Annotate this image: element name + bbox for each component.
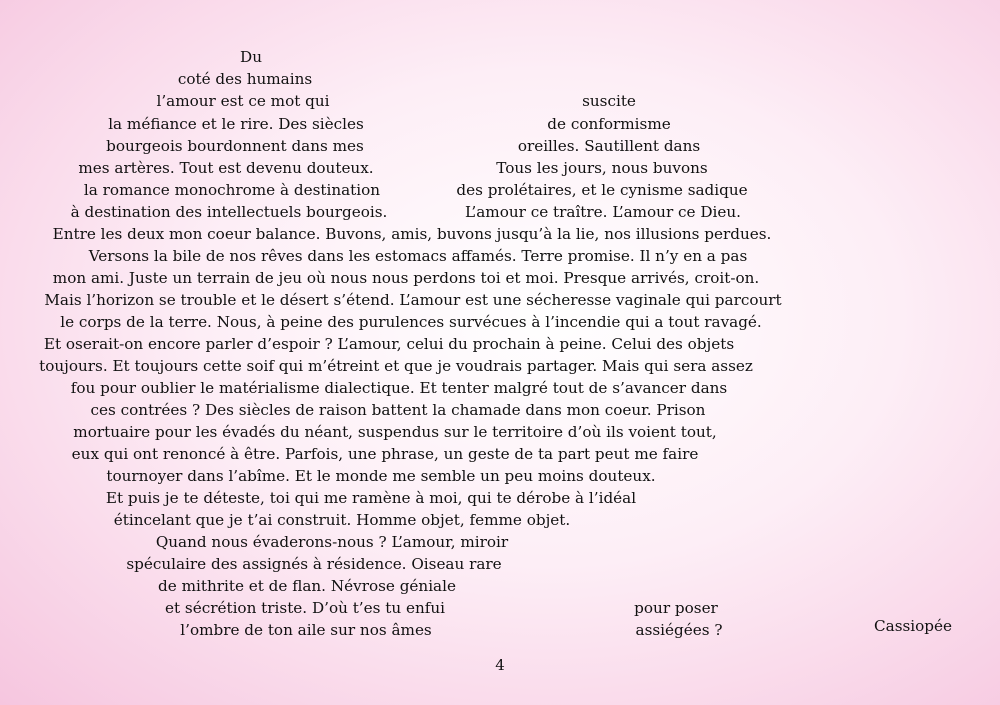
poem-line: Et oserait-on encore parler d’espoir ? L’amour, celui du prochain à peine. Celui des objets — [43, 335, 735, 353]
author-signature: Cassiopée — [874, 617, 952, 635]
poem-line-right: L’amour ce traître. L’amour ce Dieu. — [464, 203, 742, 221]
poem-line: Entre les deux mon coeur balance. Buvons, amis, buvons jusqu’à la lie, nos illusions perdues. — [52, 225, 772, 243]
poem-line: coté des humains — [177, 70, 313, 88]
poem-line: fou pour oublier le matérialisme dialectique. Et tenter malgré tout de s’avancer dans — [70, 379, 728, 397]
poem-line: mes artères. Tout est devenu douteux. — [78, 159, 374, 177]
poem-line: tournoyer dans l’abîme. Et le monde me semble un peu moins douteux. — [106, 467, 656, 485]
poem-line-bottom-right: pour poser — [634, 599, 718, 617]
poem-line-right: Tous les jours, nous buvons — [496, 159, 708, 177]
poem-line: mon ami. Juste un terrain de jeu où nous nous perdons toi et moi. Presque arrivés, croit-on. — [52, 269, 760, 287]
page-number: 4 — [495, 656, 505, 674]
poem-line: à destination des intellectuels bourgeois. — [70, 203, 388, 221]
poem-line: l’ombre de ton aile sur nos âmes — [180, 621, 432, 639]
poem-line: l’amour est ce mot qui — [156, 92, 330, 110]
poem-line: ces contrées ? Des siècles de raison battent la chamade dans mon coeur. Prison — [90, 401, 706, 419]
poem-line: toujours. Et toujours cette soif qui m’étreint et que je voudrais partager. Mais qui sera assez — [39, 357, 753, 375]
poem-line: mortuaire pour les évadés du néant, suspendus sur le territoire d’où ils voient tout, — [73, 423, 717, 441]
poem-line: Quand nous évaderons-nous ? L’amour, miroir — [155, 533, 509, 551]
poem-line: Du — [240, 48, 262, 66]
poem-line: la romance monochrome à destination — [83, 181, 381, 199]
poem-line: eux qui ont renoncé à être. Parfois, une phrase, un geste de ta part peut me faire — [71, 445, 699, 463]
poem-line: Mais l’horizon se trouble et le désert s’étend. L’amour est une sécheresse vaginale qui parcourt — [44, 291, 782, 309]
poem-line: étincelant que je t’ai construit. Homme objet, femme objet. — [113, 511, 571, 529]
poem-line-right: oreilles. Sautillent dans — [517, 137, 701, 155]
poem-line: spéculaire des assignés à résidence. Oiseau rare — [126, 555, 502, 573]
poem-line: bourgeois bourdonnent dans mes — [106, 137, 364, 155]
poem-line: le corps de la terre. Nous, à peine des purulences survécues à l’incendie qui a tout ravagé. — [60, 313, 762, 331]
poem-line: Et puis je te déteste, toi qui me ramène à moi, qui te dérobe à l’idéal — [105, 489, 637, 507]
poem-line-right: de conformisme — [547, 115, 671, 133]
poem-line: de mithrite et de flan. Névrose géniale — [158, 577, 456, 595]
poem-line: et sécrétion triste. D’où t’es tu enfui — [165, 599, 445, 617]
poem-line: Versons la bile de nos rêves dans les estomacs affamés. Terre promise. Il n’y en a pas — [88, 247, 748, 265]
poem-line-right: des prolétaires, et le cynisme sadique — [456, 181, 748, 199]
poem-line: la méfiance et le rire. Des siècles — [108, 115, 364, 133]
poem-line-bottom-right: assiégées ? — [635, 621, 723, 639]
poem-line-right: suscite — [582, 92, 636, 110]
